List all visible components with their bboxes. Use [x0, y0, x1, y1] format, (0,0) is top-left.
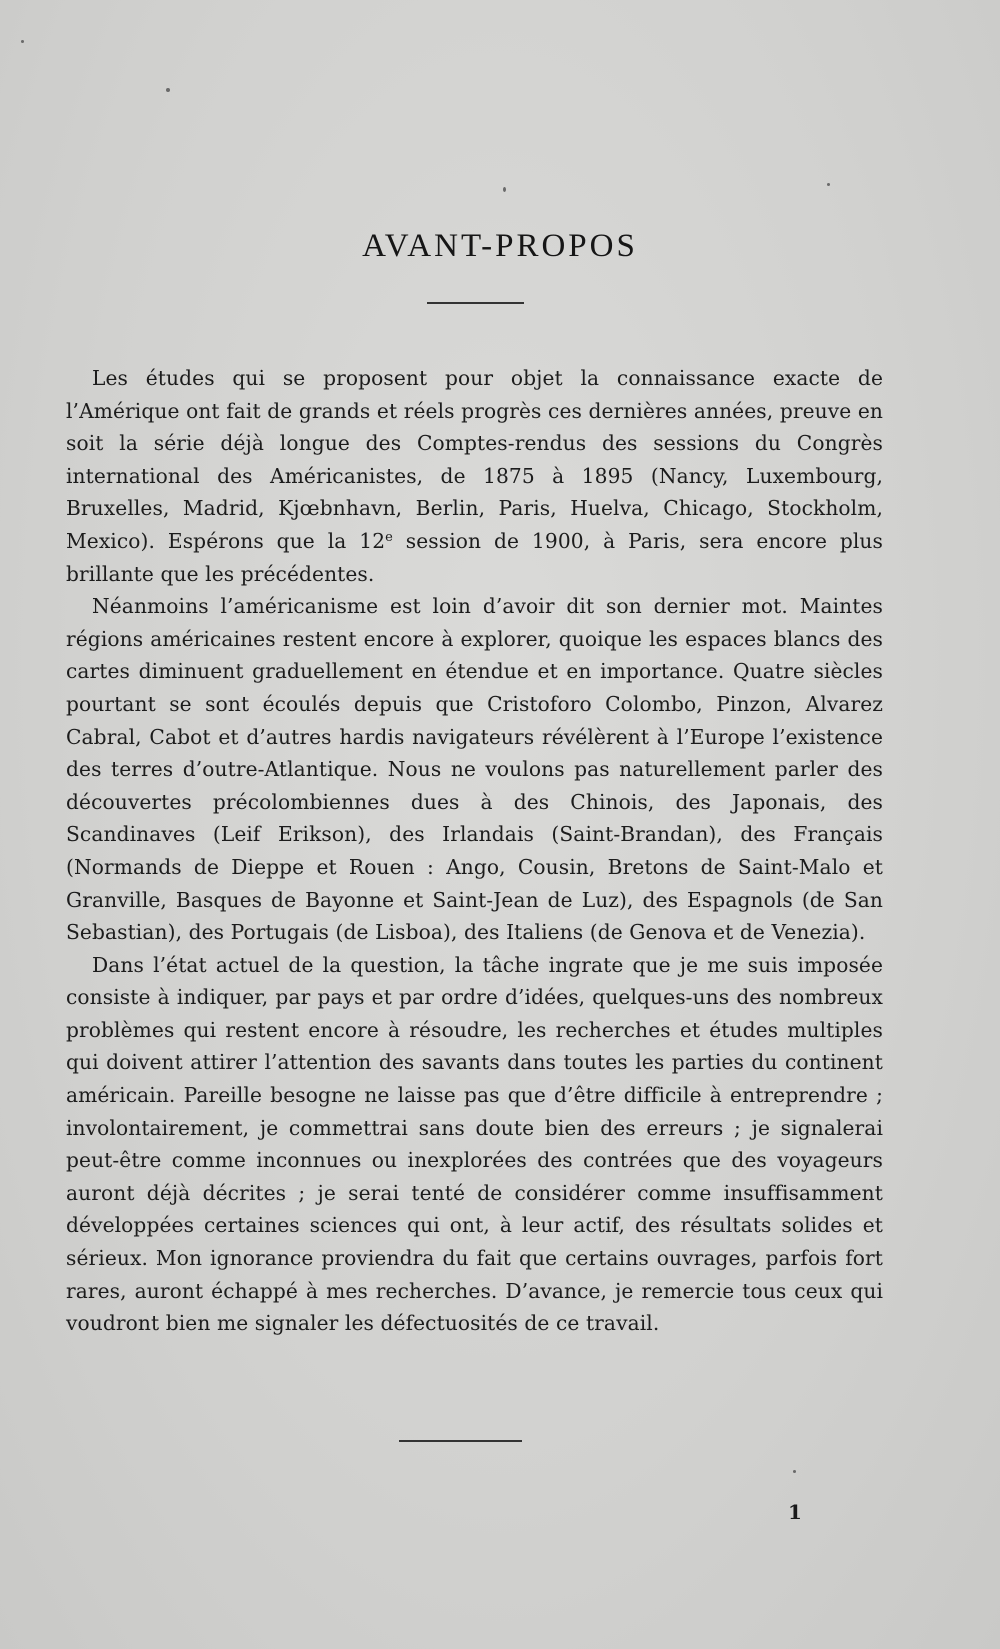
ordinal-superscript: e [385, 529, 393, 545]
paragraph-1 [66, 362, 883, 590]
page-number: 1 [788, 1500, 802, 1524]
paragraph-3: Dans l’état actuel de la question, la tâche ingrate que je me suis imposée consiste à indiquer, par pays et par ordre d’idées, quelques-uns des nombreux problèmes qui restent encore à résoudre, les recherches et études multiples qui doivent attirer l’attention des savants dans toutes les parties du continent américain. Pareille besogne ne laisse pas que d’être difficile à entreprendre ; involontairement, je commettrai sans doute bien des erreurs ; je signalerai peut-être comme inconnues ou inexplorées des contrées que des voyageurs auront déjà décrites ; je serai tenté de considérer comme insuffisamment développées certaines sciences qui ont, à leur actif, des résultats solides et sérieux. Mon ignorance proviendra du fait que certains ouvrages, parfois fort rares, auront échappé à mes recherches. D’avance, je remercie tous ceux qui voudront bien me signaler les défectuosités de ce travail. [66, 952, 883, 1336]
foreword-text [66, 362, 883, 1340]
paper-speck [827, 183, 830, 186]
paper-speck [21, 40, 24, 43]
paper-speck [503, 187, 506, 192]
paper-speck [793, 1470, 796, 1473]
paper-speck [166, 88, 170, 92]
title-divider [427, 302, 524, 304]
paragraph-1-text: Les études qui se proposent pour objet la connaissance exacte de l’Amérique ont fait de grands et réels progrès ces dernières années, preuve en soit la série déjà longue des Comptes-rendus des sessions du Congrès international des Américanistes, de 1875 à 1895 (Nancy, Luxembourg, Bruxelles, Madrid, Kjœbnhavn, Berlin, Paris, Huelva, Chicago, Stockholm, Mexico). Espérons que la 12 [66, 366, 883, 553]
closing-divider [399, 1440, 522, 1442]
paragraph-2: Néanmoins l’américanisme est loin d’avoir dit son dernier mot. Maintes régions américaines restent encore à explorer, quoique les espaces blancs des cartes diminuent graduellement en étendue et en importance. Quatre siècles pourtant se sont écoulés depuis que Cristoforo Colombo, Pinzon, Alvarez Cabral, Cabot et d’autres hardis navigateurs révélèrent à l’Europe l’existence des terres d’outre-Atlantique. Nous ne voulons pas naturellement parler des découvertes précolombiennes dues à des Chinois, des Japonais, des Scandinaves (Leif Erikson), des Irlandais (Saint-Brandan), des Français (Normands de Dieppe et Rouen : Ango, Cousin, Bretons de Saint-Malo et Granville, Basques de Bayonne et Saint-Jean de Luz), des Espagnols (de San Sebastian), des Portugais (de Lisboa), des Italiens (de Genova et de Venezia). [66, 594, 883, 945]
paragraph-1-text-end: session de 1900, à Paris, sera encore plus brillante que les précédentes. [66, 528, 883, 586]
page-title: AVANT-PROPOS [362, 228, 638, 264]
